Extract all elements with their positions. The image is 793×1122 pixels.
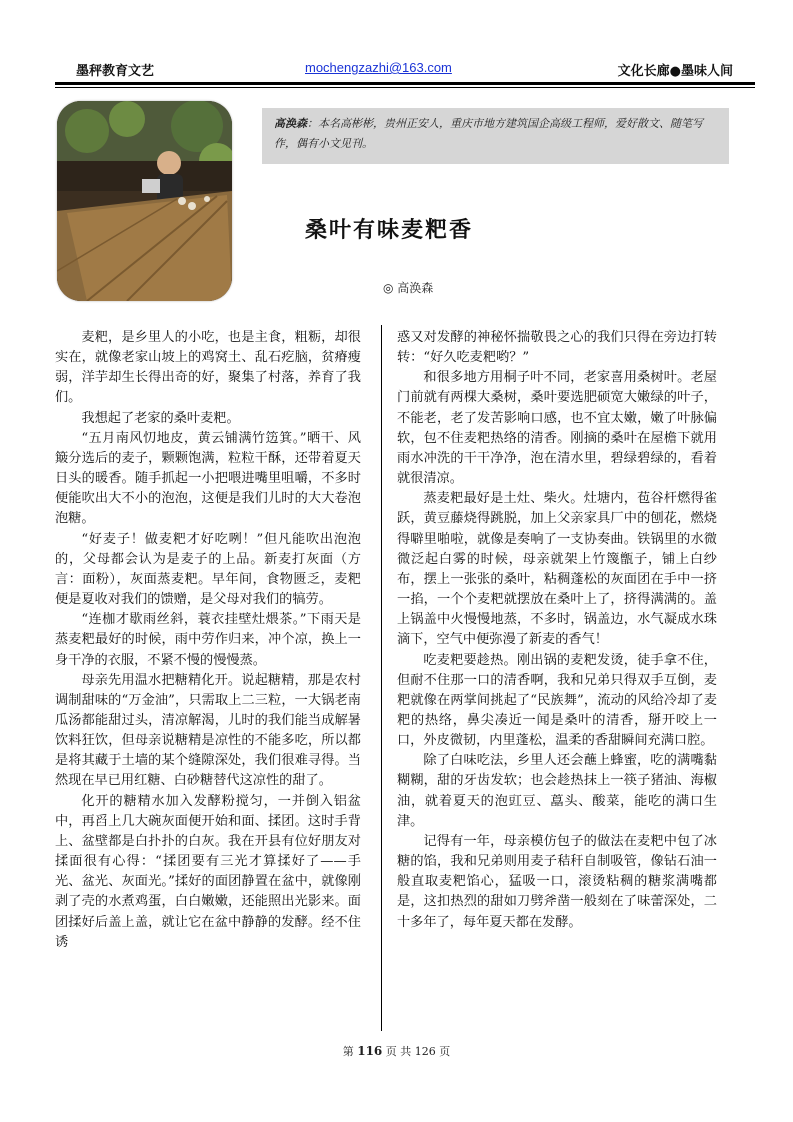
total-pages: 126 — [414, 1045, 436, 1058]
right-column — [397, 328, 717, 933]
paragraph: 吃麦粑要趁热。刚出锅的麦粑发烫，徒手拿不住，但耐不住那一口的清香啊，我和兄弟只得双手互倒，麦粑就像在两掌间挑起了“民族舞”，流动的风给冷却了麦粑的热络，鼻尖凑近一闻是桑叶的清香，掰开咬上一口，外皮微韧，内里蓬松，温柔的香甜瞬间充满口腔。 — [397, 652, 717, 749]
paragraph: 蒸麦粑最好是土灶、柴火。灶塘内，苞谷杆燃得雀跃，黄豆藤烧得跳脱，加上父亲家具厂中的刨花，燃烧得噼里啪啦，就像是奏响了一支协奏曲。铁锅里的水微微泛起白雾的时候，母亲就架上竹篾甑子，铺上白纱布，摆上一张张的桑叶，粘稠蓬松的灰面团在手中一挤一掐，一个个麦粑就摆放在桑叶上了，挤得满满的。盖上锅盖中火慢慢地蒸，不多时，锅盖边，水气凝成水珠滴下，空气中便弥漫了新麦的香气！ — [397, 491, 717, 648]
paragraph: “五月南风忉地皮，黄云铺满竹笾箕。”晒干、风簸分选后的麦子，颗颗饱满，粒粒干酥，还带着夏天日头的暖香。随手抓起一小把喂进嘴里咀嚼，不多时便能吹出大不小的泡泡，这便是我们儿时的大大卷泡泡糖。 — [55, 430, 361, 527]
paragraph: 除了白味吃法，乡里人还会蘸上蜂蜜，吃的满嘴黏糊糊，甜的牙齿发软；也会趁热抹上一筷子猪油、海椒油，就着夏天的泡豇豆、藠头、酸菜，能吃的满口生津。 — [397, 753, 717, 829]
author-bio: ：本名高彬彬，贵州正安人，重庆市地方建筑国企高级工程师，爱好散文、随笔写作，偶有小文见刊。 — [274, 117, 703, 150]
header-rule-thin — [55, 87, 755, 88]
article-title: 桑叶有味麦粑香 — [305, 218, 474, 243]
paragraph: 母亲先用温水把糖精化开。说起糖精，那是农村调制甜味的“万金油”，只需取上二三粒，一大锅老南瓜汤都能甜过头，清凉解渴，儿时的我们能当成解暑饮料狂饮，但母亲说糖精是凉性的不能多吃，所以都是将其藏于土墙的某个缝隙深处，我们很难寻得。当然现在早已用红糖、白砂糖替代这凉性的甜了。 — [55, 672, 361, 789]
author-photo — [57, 101, 232, 301]
paragraph: 化开的糖精水加入发酵粉搅匀，一并倒入铝盆中，再舀上几大碗灰面便开始和面、揉团。这时手背上、盆壁都是白扑扑的白灰。我在开县有位好朋友对揉面很有心得：“揉团要有三光才算揉好了——手光、盆光、灰面光。”揉好的面团静置在盆中，就像刚剥了壳的水煮鸡蛋，白白嫩嫩，还能照出光影来。面团揉好后盖上盖，就让它在盆中静静的发酵。经不住诱 — [55, 793, 361, 950]
footer-suffix: 页 — [439, 1045, 451, 1058]
byline: ◎ 高涣森 — [383, 281, 434, 295]
column-divider — [381, 325, 382, 1031]
author-name: 高涣森 — [274, 117, 307, 130]
page-footer — [0, 1043, 793, 1059]
paragraph: 麦粑，是乡里人的小吃，也是主食，粗粝，却很实在，就像老家山坡上的鸡窝土、乱石疙脑，贫瘠瘦弱，洋芋却生长得出奇的好，聚集了村落，养育了我们。 — [55, 330, 361, 406]
paragraph: “连枷才歇雨丝斜，蓑衣挂壁灶煨茶。”下雨天是蒸麦粑最好的时候，雨中劳作归来，冲个凉，换上一身干净的衣服，不紧不慢的慢慢蒸。 — [55, 612, 361, 668]
footer-prefix: 第 — [342, 1045, 354, 1058]
author-photo-illustration — [57, 101, 232, 301]
paragraph: 惑又对发酵的神秘怀揣敬畏之心的我们只得在旁边打转转：“好久吃麦粑哟？” — [397, 330, 717, 366]
page-number: 116 — [357, 1044, 383, 1058]
section-name: 文化长廊●墨味人间 — [617, 64, 733, 79]
header-rule-thick — [55, 82, 755, 85]
left-column — [55, 328, 361, 953]
footer-middle: 页 共 — [385, 1045, 412, 1058]
paragraph: 和很多地方用桐子叶不同，老家喜用桑树叶。老屋门前就有两棵大桑树，桑叶要选肥硕宽大嫩绿的叶子，不能老，老了发苦影响口感，也不宜太嫩，嫩了叶脉偏软，包不住麦粑热络的清香。刚摘的桑叶在屋檐下就用雨水冲洗的干干净净，泡在清水里，碧绿碧绿的，看着就很清凉。 — [397, 370, 717, 487]
paragraph: 我想起了老家的桑叶麦粑。 — [81, 410, 240, 426]
paragraph: “好麦子！做麦粑才好吃咧！”但凡能吹出泡泡的，父母都会认为是麦子的上品。新麦打灰面（方言：面粉），灰面蒸麦粑。早年间，食物匮乏，麦粑便是夏收对我们的馈赠，是父母对我们的犒劳。 — [55, 531, 361, 608]
author-bio-box — [262, 108, 729, 164]
paragraph: 记得有一年，母亲模仿包子的做法在麦粑中包了冰糖的馅，我和兄弟则用麦子秸秆自制吸管，像钻石油一般直取麦粑馅心，猛吸一口，滚烫粘稠的糖浆满嘴都是，这扣热烈的甜如刀劈斧凿一般刻在了味蕾深处，二十多年了，每年夏天都在发酵。 — [397, 833, 717, 930]
email-link[interactable]: mochengzazhi@163.com — [305, 60, 452, 75]
magazine-name: 墨秤教育文艺 — [76, 64, 155, 79]
